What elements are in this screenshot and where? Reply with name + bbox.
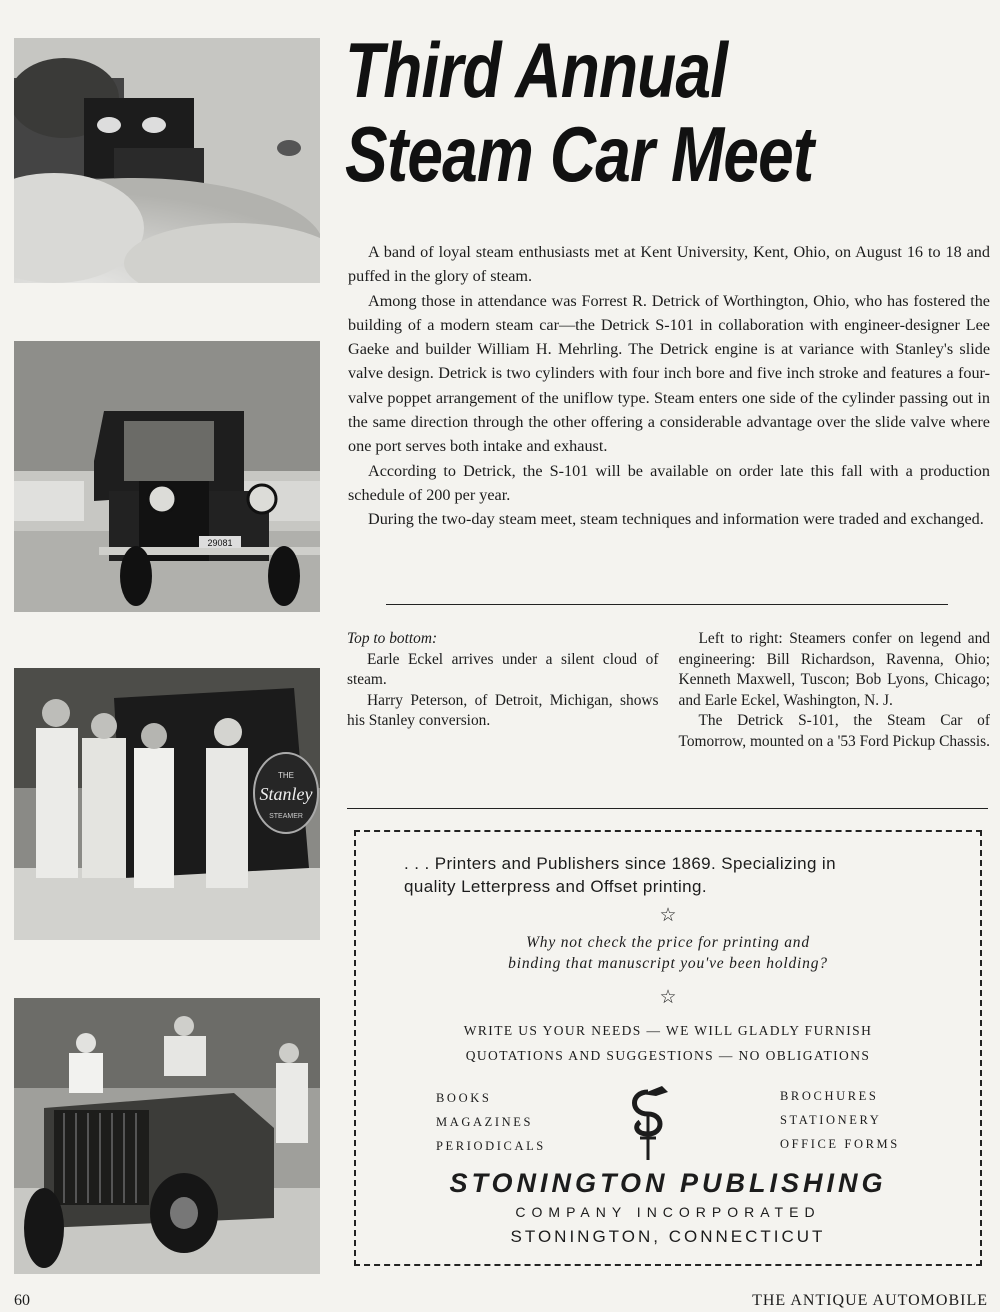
photo3-sign-small: THE bbox=[278, 771, 294, 780]
caption-item: The Detrick S-101, the Steam Car of Tomorrow, mounted on a '53 Ford Pickup Chassis. bbox=[678, 712, 990, 750]
services-left-list bbox=[436, 1086, 546, 1158]
ad-headline bbox=[404, 852, 944, 898]
printer-advertisement bbox=[354, 830, 982, 1266]
service-item: BOOKS bbox=[436, 1091, 492, 1105]
company-incorporated: COMPANY INCORPORATED bbox=[515, 1204, 821, 1220]
photo-stanley-conversion bbox=[14, 341, 320, 612]
photo-steam-cloud bbox=[14, 38, 320, 283]
photo-steamers-confer bbox=[14, 668, 320, 940]
ad-headline-line-1: . . . Printers and Publishers since 1869. Specializing in bbox=[404, 854, 836, 873]
ad-call-to-action bbox=[356, 1018, 980, 1068]
company-location: STONINGTON, CONNECTICUT bbox=[510, 1227, 826, 1246]
ad-italic-pitch bbox=[356, 932, 980, 974]
article-paragraph: During the two-day steam meet, steam techniques and information were traded and exchanged. bbox=[368, 510, 984, 529]
service-item: STATIONERY bbox=[780, 1113, 882, 1127]
ad-italic-line-1: Why not check the price for printing and bbox=[526, 934, 810, 951]
ad-italic-line-2: binding that manuscript you've been holding? bbox=[508, 955, 828, 972]
star-icon: ☆ bbox=[659, 987, 677, 1008]
service-item: MAGAZINES bbox=[436, 1115, 534, 1129]
title-line-1: Third Annual bbox=[345, 26, 728, 114]
photo3-sign-bottom: STEAMER bbox=[269, 813, 303, 820]
service-item: PERIODICALS bbox=[436, 1139, 546, 1153]
page-number: 60 bbox=[14, 1292, 30, 1309]
captions-heading: Top to bottom: bbox=[347, 630, 438, 647]
article-body bbox=[348, 240, 990, 532]
article-paragraph: A band of loyal steam enthusiasts met at Kent University, Kent, Ohio, on August 16 to 18 and puffed in the glory of steam. bbox=[348, 243, 990, 286]
article-title bbox=[345, 26, 814, 198]
article-paragraph: Among those in attendance was Forrest R. Detrick of Worthington, Ohio, who has fostered the building of a modern steam car—the Detrick S-101 in collaboration with engineer-designer Lee Gaeke and builder William H. Mehrling. The Detrick engine is at variance with Stanley's slide valve design. Detrick is two cylinders with four inch bore and five inch stroke and features a four-valve poppet arrangement of the uniflow type. Steam enters one side of the cylinder passing out in the same direction through the other offering a considerable advantage over the slide valve where one port serves both intake and exhaust. bbox=[348, 291, 990, 456]
section-divider bbox=[347, 808, 988, 809]
title-line-2: Steam Car Meet bbox=[345, 110, 814, 198]
ad-write-line-1: WRITE US YOUR NEEDS — WE WILL GLADLY FURNISH bbox=[463, 1023, 873, 1038]
magazine-name: THE ANTIQUE AUTOMOBILE bbox=[752, 1292, 988, 1309]
section-divider bbox=[386, 604, 948, 605]
service-item: OFFICE FORMS bbox=[780, 1137, 900, 1151]
star-icon: ☆ bbox=[659, 905, 677, 926]
ad-write-line-2: QUOTATIONS AND SUGGESTIONS — NO OBLIGATIONS bbox=[465, 1048, 871, 1063]
photo3-sign: Stanley bbox=[259, 784, 313, 804]
publisher-logo-icon bbox=[618, 1082, 678, 1162]
caption-item: Harry Peterson, of Detroit, Michigan, shows his Stanley conversion. bbox=[347, 691, 659, 730]
services-right-list bbox=[780, 1084, 900, 1156]
article-paragraph: According to Detrick, the S-101 will be available on order late this fall with a production schedule of 200 per year. bbox=[348, 461, 990, 504]
caption-item: Left to right: Steamers confer on legend and engineering: Bill Richardson, Ravenna, Ohio; Kenneth Maxwell, Tuscon; Bob Lyons, Chicago; and Earle Eckel, Washington, N. J. bbox=[678, 630, 990, 709]
caption-item: Earle Eckel arrives under a silent cloud of steam. bbox=[347, 650, 659, 689]
ad-headline-line-2: quality Letterpress and Offset printing. bbox=[404, 877, 707, 896]
photo-captions bbox=[347, 629, 990, 753]
service-item: BROCHURES bbox=[780, 1089, 879, 1103]
photo-detrick-s101 bbox=[14, 998, 320, 1274]
company-name: STONINGTON PUBLISHING bbox=[449, 1168, 887, 1198]
photo2-plate: 29081 bbox=[207, 538, 233, 548]
